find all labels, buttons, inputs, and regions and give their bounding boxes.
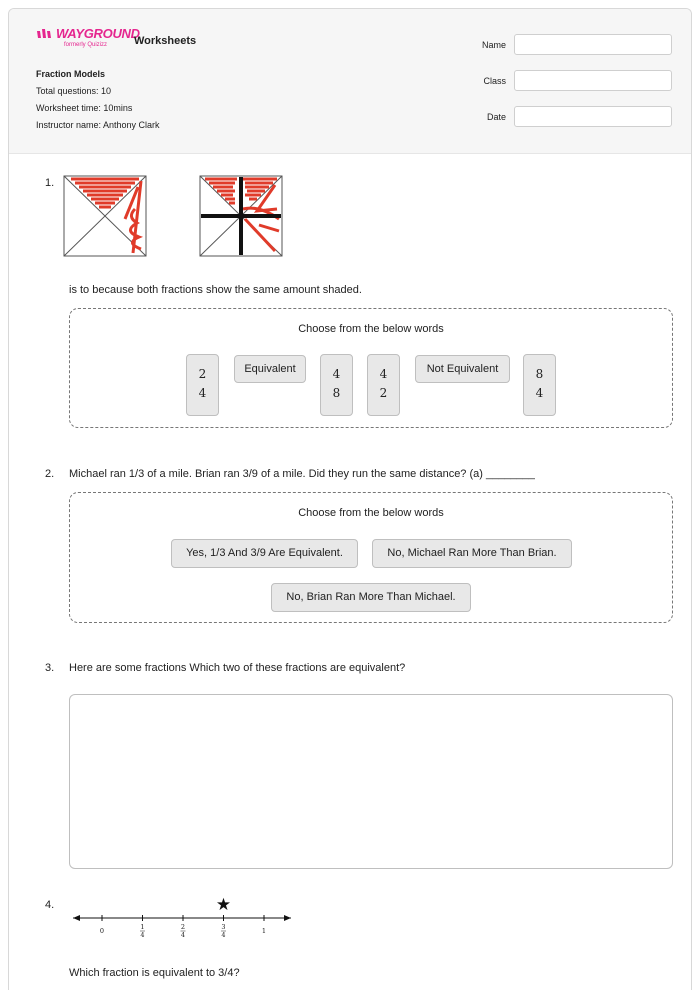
date-field-row (449, 106, 672, 127)
option-not-equivalent[interactable]: Not Equivalent (415, 355, 510, 383)
question-4-number: 4. (45, 899, 55, 911)
number-line-image (69, 889, 299, 943)
fraction-model-1-image (63, 175, 147, 257)
question-3-answer-box[interactable] (69, 694, 673, 869)
question-2-text: Michael ran 1/3 of a mile. Brian ran 3/9 of a mile. Did they run the same distance? (a) ________ (69, 468, 535, 480)
class-field-row (449, 70, 672, 91)
worksheet-time: Worksheet time: 10mins (36, 103, 133, 113)
name-label: Name (481, 39, 506, 50)
denominator: 2 (379, 386, 388, 400)
denominator: 4 (535, 386, 544, 400)
option-yes-equivalent[interactable]: Yes, 1/3 And 3/9 Are Equivalent. (171, 539, 358, 568)
tick-label-numerator: 3 (221, 923, 226, 931)
option-fraction-4-2[interactable] (367, 354, 400, 416)
tick-label-numerator: 1 (140, 923, 145, 931)
option-equivalent[interactable]: Equivalent (234, 355, 306, 383)
tick-label: 1 (261, 927, 267, 935)
worksheet-page (8, 8, 692, 990)
tick-label-denominator: 4 (180, 931, 186, 939)
option-fraction-4-8[interactable] (320, 354, 353, 416)
brand-title: Worksheets (134, 35, 197, 47)
numerator: 8 (535, 367, 544, 381)
option-michael-more[interactable]: No, Michael Ran More Than Brian. (372, 539, 572, 568)
date-input[interactable] (514, 106, 672, 127)
question-2-word-bank (69, 492, 673, 623)
wayground-logo (36, 27, 140, 48)
word-bank-title: Choose from the below words (298, 323, 444, 335)
name-field-row (449, 34, 672, 55)
date-label: Date (486, 111, 506, 122)
star-icon: ★ (215, 895, 232, 915)
total-questions: Total questions: 10 (36, 86, 112, 96)
instructor-name: Instructor name: Anthony Clark (36, 120, 160, 130)
logo-wordmark (36, 27, 140, 40)
tick-label: 0 (99, 927, 105, 935)
question-3-number: 3. (45, 662, 55, 674)
word-bank-title: Choose from the below words (298, 507, 444, 519)
logo-text: WAYGROUND (56, 26, 140, 41)
numerator: 4 (332, 367, 341, 381)
denominator: 8 (332, 386, 341, 400)
arrow-right-icon (284, 915, 291, 921)
fraction-model-2-image (199, 175, 283, 257)
option-fraction-2-4[interactable] (186, 354, 219, 416)
logo-subtitle: formerly Quizizz (64, 42, 108, 48)
denominator: 4 (198, 386, 207, 400)
arrow-left-icon (73, 915, 80, 921)
class-input[interactable] (514, 70, 672, 91)
worksheet-title: Fraction Models (36, 69, 106, 79)
question-2-number: 2. (45, 468, 55, 480)
option-brian-more[interactable]: No, Brian Ran More Than Michael. (271, 583, 471, 612)
question-1-text: is to because both fractions show the same amount shaded. (69, 284, 362, 296)
name-input[interactable] (514, 34, 672, 55)
tick-label-numerator: 2 (180, 923, 186, 931)
option-fraction-8-4[interactable] (523, 354, 556, 416)
numerator: 2 (198, 367, 207, 381)
question-3-text: Here are some fractions Which two of these fractions are equivalent? (69, 662, 406, 674)
question-1-word-bank (69, 308, 673, 428)
worksheet-meta (36, 66, 160, 134)
question-4-text: Which fraction is equivalent to 3/4? (69, 967, 240, 979)
tick-label-denominator: 4 (221, 931, 226, 939)
question-1-number: 1. (45, 177, 55, 189)
class-label: Class (483, 75, 506, 86)
worksheet-header (9, 9, 692, 154)
numerator: 4 (379, 367, 388, 381)
logo-bars-icon (36, 28, 54, 39)
tick-label-denominator: 4 (140, 931, 145, 939)
